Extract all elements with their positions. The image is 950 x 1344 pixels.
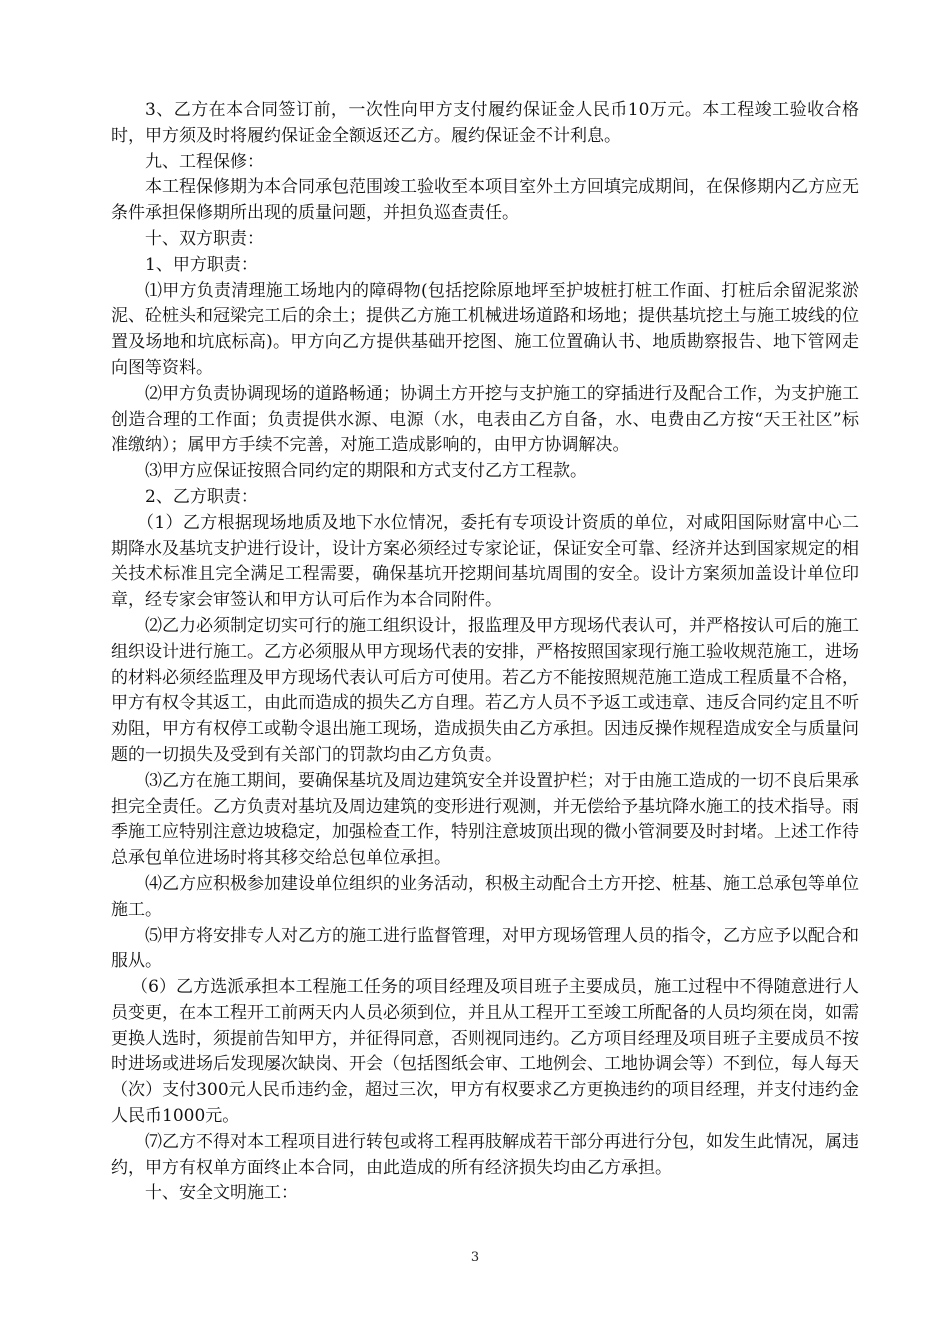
paragraph-party-a-duty-3: ⑶甲方应保证按照合同约定的期限和方式支付乙方工程款。 (145, 461, 587, 482)
heading-safety: 十、安全文明施工： (145, 1183, 298, 1204)
paragraph-party-b-duty-4: ⑷乙方应积极参加建设单位组织的业务活动，积极主动配合土方开挖、桩基、施工总承包等单位施工。 (111, 873, 859, 920)
paragraph-party-b-duty-7: ⑺乙方不得对本工程项目进行转包或将工程再肢解成若干部分再进行分包，如发生此情况，属违约，甲方有权单方面终止本合同，由此造成的所有经济损失均由乙方承担。 (111, 1131, 859, 1178)
page-number: 3 (470, 1250, 480, 1265)
document-body (111, 98, 859, 1207)
paragraph-performance-bond: 3、乙方在本合同签订前，一次性向甲方支付履约保证金人民币10万元。本工程竣工验收合格时，甲方须及时将履约保证金全额返还乙方。履约保证金不计利息。 (111, 100, 859, 146)
paragraph-party-b-duty-1: （1）乙方根据现场地质及地下水位情况，委托有专项设计资质的单位，对咸阳国际财富中心二期降水及基坑支护进行设计，设计方案必须经过专家论证，保证安全可靠、经济并达到国家规定的相关技术标准且完全满足工程需要，确保基坑开挖期间基坑周围的安全。设计方案须加盖设计单位印章，经专家会审签认和甲方认可后作为本合同附件。 (111, 512, 859, 611)
paragraph-party-a-duty-2: ⑵甲方负责协调现场的道路畅通；协调土方开挖与支护施工的穿插进行及配合工作，为支护施工创造合理的工作面；负责提供水源、电源（水，电表由乙方自备，水、电费由乙方按“天王社区”标准缴纳）；属甲方手续不完善，对施工造成影响的，由甲方协调解决。 (111, 383, 859, 456)
paragraph-party-b-duty-3: ⑶乙方在施工期间，要确保基坑及周边建筑安全并设置护栏；对于由施工造成的一切不良后果承担完全责任。乙方负责对基坑及周边建筑的变形进行观测，并无偿给予基坑降水施工的技术指导。雨季施工应特别注意边坡稳定，加强检查工作，特别注意坡顶出现的微小管洞要及时封堵。上述工作待总承包单位进场时将其移交给总包单位承担。 (111, 770, 859, 869)
paragraph-party-b-duty-2: ⑵乙力必须制定切实可行的施工组织设计，报监理及甲方现场代表认可，并严格按认可后的施工组织设计进行施工。乙方必须服从甲方现场代表的安排，严格按照国家现行施工验收规范施工，进场的材料必须经监理及甲方现场代表认可后方可使用。若乙方不能按照规范施工造成工程质量不合格，甲方有权令其返工，由此而造成的损失乙方自理。若乙方人员不予返工或违章、违反合同约定且不听劝阻，甲方有权停工或勒令退出施工现场，造成损失由乙方承担。因违反操作规程造成安全与质量问题的一切损失及受到有关部门的罚款均由乙方负责。 (111, 615, 859, 765)
heading-party-b-duties: 2、乙方职责： (145, 486, 258, 507)
paragraph-party-b-duty-5: ⑸甲方将安排专人对乙方的施工进行监督管理，对甲方现场管理人员的指令，乙方应予以配合和服从。 (111, 925, 859, 972)
heading-party-a-duties: 1、甲方职责： (145, 254, 258, 275)
paragraph-party-b-duty-6: （6）乙方选派承担本工程施工任务的项目经理及项目班子主要成员，施工过程中不得随意进行人员变更，在本工程开工前两天内人员必须到位，并且从工程开工至竣工所配备的人员均须在岗，如需更换人选时，须提前告知甲方，并征得同意，否则视同违约。乙方项目经理及项目班子主要成员不按时进场或进场后发现屡次缺岗、开会（包括图纸会审、工地例会、工地协调会等）不到位，每人每天（次）支付300元人民币违约金，超过三次，甲方有权要求乙方更换违约的项目经理，并支付违约金人民币1000元。 (111, 977, 859, 1127)
paragraph-warranty: 本工程保修期为本合同承包范围竣工验收至本项目室外土方回填完成期间，在保修期内乙方应无条件承担保修期所出现的质量问题，并担负巡查责任。 (111, 177, 859, 224)
paragraph-party-a-duty-1: ⑴甲方负责清理施工场地内的障碍物(包括挖除原地坪至护坡桩打桩工作面、打桩后余留泥浆淤泥、砼桩头和冠梁完工后的余土；提供乙方施工机械进场道路和场地；提供基坑挖土与施工坡线的位置及场地和坑底标高)。甲方向乙方提供基础开挖图、施工位置确认书、地质勘察报告、地下管网走向图等资料。 (111, 280, 859, 378)
heading-responsibilities: 十、双方职责： (145, 228, 264, 249)
heading-warranty: 九、工程保修： (145, 151, 264, 172)
